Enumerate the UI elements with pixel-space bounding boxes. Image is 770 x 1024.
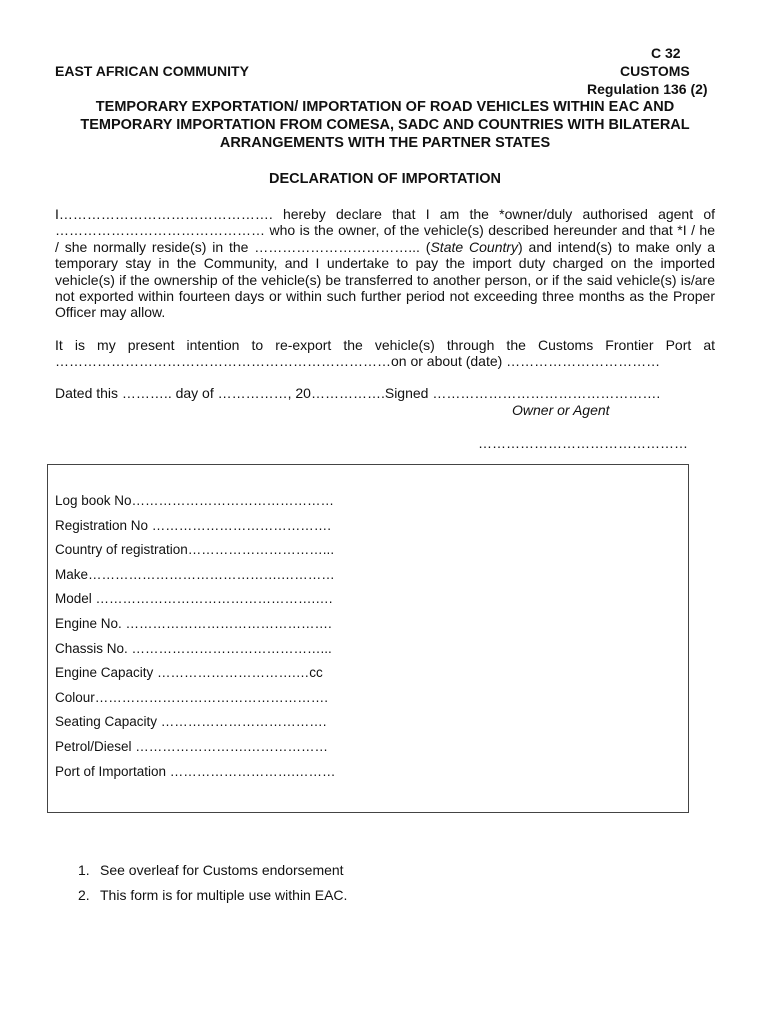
- field-engine-capacity: Engine Capacity ………………………….…cc: [55, 665, 323, 680]
- note-item: [78, 887, 347, 903]
- owner-or-agent-label: Owner or Agent: [512, 402, 610, 418]
- regulation-reference: Regulation 136 (2): [587, 81, 708, 97]
- declaration-line-7: Officer may allow.: [55, 304, 166, 321]
- re-export-line-1: It is my present intention to re-export the vehicle(s) through the Customs Frontier Port at: [55, 337, 715, 353]
- note-number: 2.: [78, 887, 90, 903]
- dated-signed-line: Dated this ……….. day of ……………, 20…………….Signed ………………………………………….: [55, 385, 661, 401]
- declaration-line-4: temporary stay in the Community, and I undertake to pay the import duty charged on the imported: [55, 255, 715, 272]
- field-petrol-diesel: Petrol/Diesel …………………….………………: [55, 739, 329, 754]
- field-model: Model ………………………………………….….: [55, 591, 333, 606]
- declaration-line-5: vehicle(s) if the ownership of the vehicle(s) be transferred to another person, or if the said vehicle(s) is/are: [55, 271, 715, 288]
- field-engine-no: Engine No. ……………………………………….: [55, 616, 332, 631]
- declaration-paragraph: [55, 206, 715, 321]
- form-title-line-3: ARRANGEMENTS WITH THE PARTNER STATES: [219, 135, 551, 151]
- note-text: See overleaf for Customs endorsement: [100, 862, 344, 878]
- declaration-line-3: / she normally reside(s) in the ……………………………... (State Country) and intend(s) to make only a: [55, 238, 715, 255]
- signature-line: ………………………………………: [478, 435, 688, 451]
- form-title-line-2: TEMPORARY IMPORTATION FROM COMESA, SADC AND COUNTRIES WITH BILATERAL: [80, 117, 690, 133]
- field-colour: Colour…………………………………………….: [55, 690, 329, 705]
- field-seating-capacity: Seating Capacity ……………………………….: [55, 714, 327, 729]
- declaration-line-1: I………………………………………. hereby declare that I am the *owner/duly authorised agent of: [55, 206, 715, 222]
- declaration-line-6: not exported within fourteen days or within such further period not exceeding three months as the Proper: [55, 288, 715, 305]
- note-item: [78, 862, 344, 878]
- department-name: CUSTOMS: [620, 63, 690, 79]
- field-registration-no: Registration No ………………………………….: [55, 518, 332, 533]
- form-title-line-1: TEMPORARY EXPORTATION/ IMPORTATION OF ROAD VEHICLES WITHIN EAC AND: [95, 99, 675, 115]
- state-country-label: State Country: [430, 238, 519, 255]
- field-log-book-no: Log book No………………………………………: [55, 493, 335, 508]
- residence-text: / she normally reside(s) in the ……………………………...: [55, 238, 420, 255]
- note-number: 1.: [78, 862, 90, 878]
- re-export-paragraph: [55, 337, 715, 370]
- declaration-heading: DECLARATION OF IMPORTATION: [269, 171, 501, 187]
- re-export-line-2: ………………………………………………………………on or about (date) ……………………………: [55, 353, 661, 370]
- organization-name: EAST AFRICAN COMMUNITY: [55, 63, 249, 79]
- form-code: C 32: [651, 45, 681, 61]
- declaration-line-2: ……………………………………… who is the owner, of the vehicle(s) described hereunder and that *I / he: [55, 222, 715, 239]
- field-chassis-no: Chassis No. ……………………………………...: [55, 641, 332, 656]
- field-make: Make…………………………………….…………: [55, 567, 335, 582]
- intend-text: and intend(s) to make only a: [528, 238, 715, 255]
- note-text: This form is for multiple use within EAC.: [100, 887, 348, 903]
- field-port-of-importation: Port of Importation ……………………….………: [55, 764, 336, 779]
- vehicle-details-box: [47, 464, 689, 813]
- form-title: [40, 98, 730, 152]
- field-country-of-registration: Country of registration…………………………...: [55, 542, 335, 557]
